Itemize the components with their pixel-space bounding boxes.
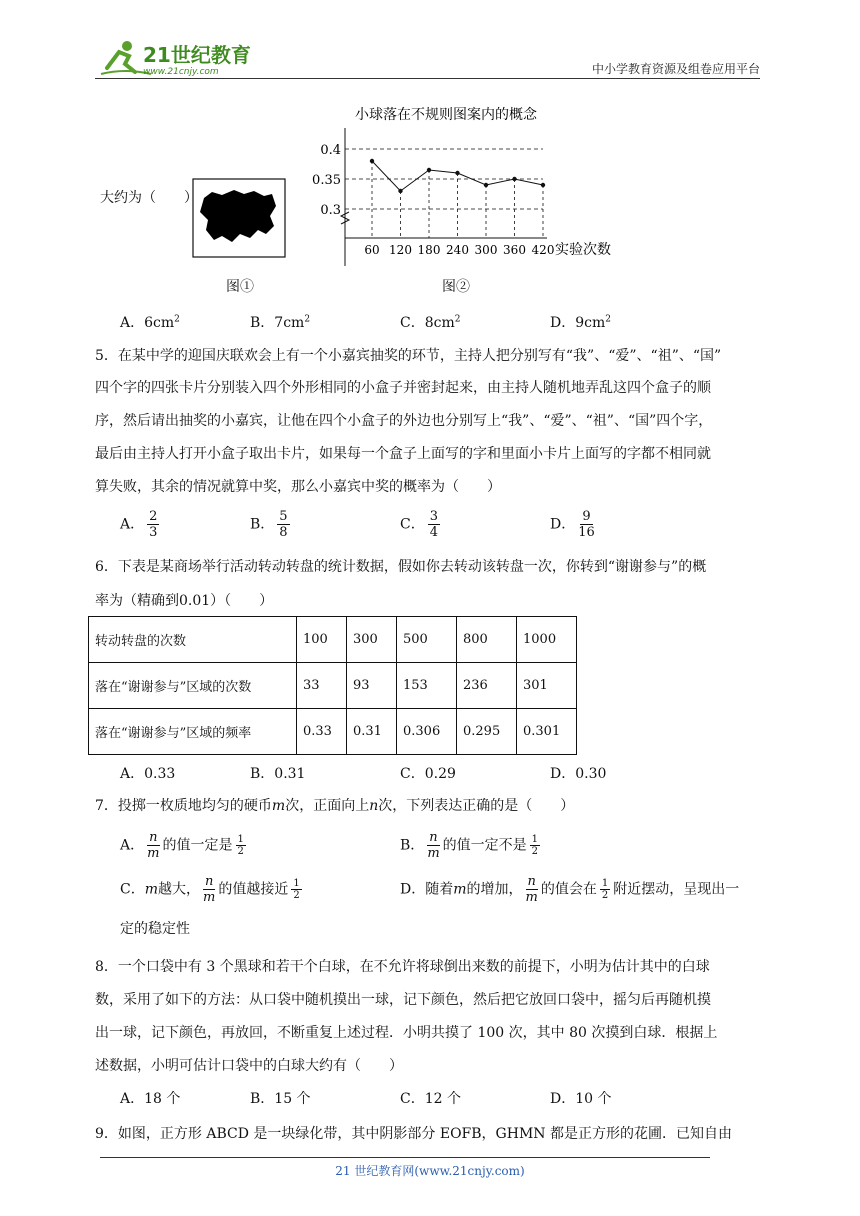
table-cell: 落在“谢谢参与”区域的次数 [89,663,297,709]
q7-option-b: B． $\frac{n}{m}$ 的值一定不是 $\frac{1}{2}$ [400,830,539,861]
q5-line-1: 5．在某中学的迎国庆联欢会上有一个小嘉宾抽奖的环节，主持人把分别写有“我”、“爱”、“祖”、“国” [95,348,722,364]
q5-option-d: D． $\frac{9}{16}$ [550,509,595,540]
x-tick-label: 240 [446,243,469,257]
q6-option-a: A．0.33 [120,766,176,782]
table-cell: 153 [397,663,457,709]
table-cell: 1000 [517,617,577,663]
platform-name: 中小学教育资源及组卷应用平台 [591,62,760,76]
y-tick-label: 0.4 [320,143,341,158]
axis-break [341,212,349,224]
q8-option-c: C．12 个 [400,1091,461,1107]
q5-line-5: 算失败，其余的情况就算中奖，那么小嘉宾中奖的概率为（ ） [95,479,501,495]
footer-divider [100,1157,710,1158]
x-tick-label: 360 [503,243,526,257]
table-cell: 500 [397,617,457,663]
q5-option-c: C． $\frac{3}{4}$ [400,509,438,540]
y-tick-label: 0.35 [312,173,341,188]
q7-option-a: A． $\frac{n}{m}$ 的值一定是 $\frac{1}{2}$ [120,830,244,861]
footer-link[interactable]: 21 世纪教育网(www.21cnjy.com) [335,1164,525,1178]
x-tick-label: 420 [531,243,555,257]
data-point [370,159,374,163]
q6-data-table [88,616,577,755]
figure-1-caption: 图① [226,279,254,295]
q8-line-1: 8．一个口袋中有 3 个黑球和若干个白球，在不允许将球倒出来数的前提下，小明为估计其中的白球 [95,959,710,975]
q5-line-2: 四个字的四张卡片分别装入四个外形相同的小盒子并密封起来，由主持人随机地弄乱这四个盒子的顺 [95,380,711,396]
logo-url: www.21cnjy.com [143,67,219,77]
table-cell: 300 [347,617,397,663]
data-point [512,177,516,181]
q5-line-4: 最后由主持人打开小盒子取出卡片，如果每一个盒子上面写的字和里面小卡片上面写的字都不相同就 [95,446,711,462]
data-point [455,171,459,175]
line-chart [312,100,635,270]
table-cell: 落在“谢谢参与”区域的频率 [89,709,297,755]
table-cell: 93 [347,663,397,709]
data-point [484,183,488,187]
q4-option-b: B．$7cm^2$ [250,314,311,331]
x-axis-label: 实验次数 [555,242,611,258]
data-point [541,183,545,187]
q7-option-d-continued: 定的稳定性 [120,921,190,937]
q8-option-d: D．10 个 [550,1091,612,1107]
logo-text: 21世纪教育 [143,43,251,67]
table-cell: 0.301 [517,709,577,755]
table-cell: 转动转盘的次数 [89,617,297,663]
q6-option-b: B．0.31 [250,766,306,782]
q5-option-a: A． $\frac{2}{3}$ [120,509,158,540]
q7-option-c: C．m越大， $\frac{n}{m}$ 的值越接近 $\frac{1}{2}$ [120,874,300,905]
table-row [89,663,577,709]
q7-stem: 7．投掷一枚质地均匀的硬币m次，正面向上n次，下列表达正确的是（ ） [95,798,575,814]
q5-line-3: 序，然后请出抽奖的小嘉宾，让他在四个小盒子的外边也分别写上“我”、“爱”、“祖”、“国”四个字， [95,413,713,429]
q4-stem-tail: 大约为（ ） [100,190,198,206]
x-tick-label: 180 [417,243,441,257]
x-tick-label: 120 [389,243,412,257]
table-cell: 0.306 [397,709,457,755]
table-cell: 0.31 [347,709,397,755]
table-cell: 236 [457,663,517,709]
table-cell: 800 [457,617,517,663]
table-row [89,709,577,755]
figure-2-caption: 图② [442,279,470,295]
q8-line-4: 述数据，小明可估计口袋中的白球大约有（ ） [95,1058,403,1074]
table-row [89,617,577,663]
data-point [427,168,431,172]
figure-1-irregular-shape [192,178,286,258]
table-cell: 100 [297,617,347,663]
q6-option-c: C．0.29 [400,766,456,782]
q8-option-a: A．18 个 [120,1091,181,1107]
table-cell: 301 [517,663,577,709]
table-cell: 0.33 [297,709,347,755]
q8-option-b: B．15 个 [250,1091,311,1107]
table-cell: 33 [297,663,347,709]
q4-option-c: C．$8cm^2$ [400,314,461,331]
data-point [398,189,402,193]
q6-line-1: 6．下表是某商场举行活动转动转盘的统计数据，假如你去转动该转盘一次，你转到“谢谢参与”的概 [95,559,707,575]
header-divider [95,78,760,79]
chart-title: 小球落在不规则图案内的概念 [355,107,537,123]
q8-line-3: 出一球，记下颜色，再放回，不断重复上述过程．小明共摸了 100 次，其中 80 次摸到白球．根据上 [95,1025,718,1041]
x-tick-label: 300 [474,243,498,257]
site-logo [95,38,255,80]
q7-option-d: D．随着m的增加， $\frac{n}{m}$ 的值会在 $\frac{1}{2}$ 附近摆动，呈现出一 [400,874,740,905]
table-cell: 0.295 [457,709,517,755]
q9-line-1: 9．如图，正方形 ABCD 是一块绿化带，其中阴影部分 EOFB，GHMN 都是正方形的花圃．已知自由 [95,1126,732,1142]
x-tick-label: 60 [364,243,380,257]
q5-option-b: B． $\frac{5}{8}$ [250,509,288,540]
q6-line-2: 率为（精确到0.01）（ ） [95,593,274,609]
q6-option-d: D．0.30 [550,766,607,782]
y-tick-label: 0.3 [320,203,341,218]
q4-option-a: A．$6cm^2$ [120,314,180,331]
q8-line-2: 数，采用了如下的方法：从口袋中随机摸出一球，记下颜色，然后把它放回口袋中，摇匀后再随机摸 [95,992,711,1008]
q4-option-d: D．$9cm^2$ [550,314,611,331]
